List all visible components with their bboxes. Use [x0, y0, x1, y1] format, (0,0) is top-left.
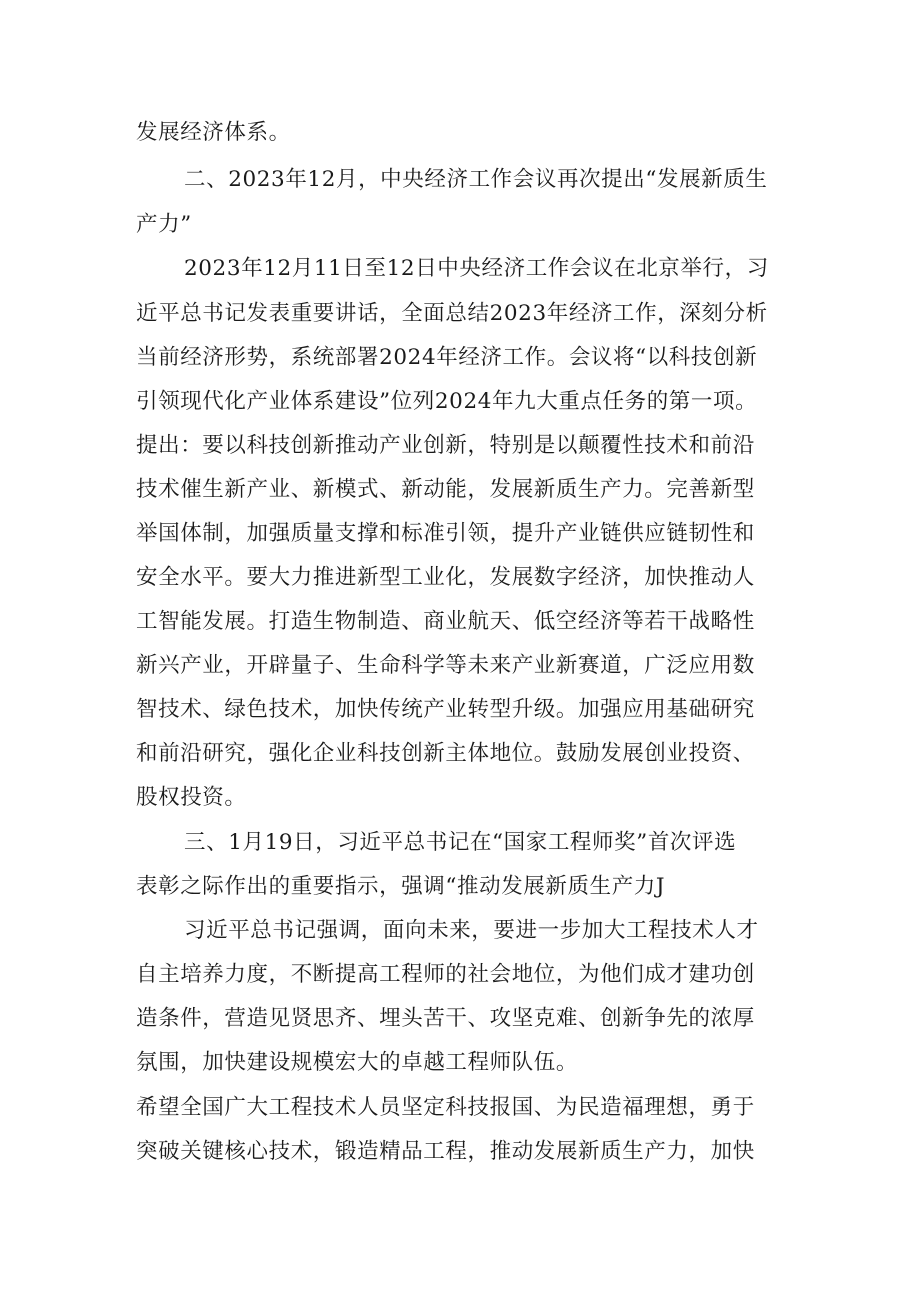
text-line: 习近平总书记强调，面向未来，要进一步加大工程技术人才: [184, 918, 759, 943]
section-heading-2: 二、2023年12月，中央经济工作会议再次提出“发展新质生: [184, 167, 768, 192]
text-line: 举国体制，加强质量支撑和标准引领，提升产业链供应链韧性和: [136, 521, 755, 546]
text-line: 希望全国广大工程技术人员坚定科技报国、为民造福理想，勇于: [136, 1095, 755, 1120]
text-line: 新兴产业，开辟量子、生命科学等未来产业新赛道，广泛应用数: [136, 653, 755, 678]
text-line: 工智能发展。打造生物制造、商业航天、低空经济等若干战略性: [136, 609, 755, 634]
section-heading-3-cont: 表彰之际作出的重要指示，强调“推动发展新质生产力J: [136, 874, 666, 899]
text-line: 技术催生新产业、新模式、新动能，发展新质生产力。完善新型: [136, 477, 755, 502]
section-heading-2-cont: 产力”: [136, 212, 192, 237]
text-line: 股权投资。: [136, 785, 247, 810]
text-line: 引领现代化产业体系建设”位列2024年九大重点任务的第一项。: [136, 389, 758, 414]
text-line: 智技术、绿色技术，加快传统产业转型升级。加强应用基础研究: [136, 697, 755, 722]
text-line: 近平总书记发表重要讲话，全面总结2023年经济工作，深刻分析: [136, 301, 768, 326]
text-line: 2023年12月11日至12日中央经济工作会议在北京举行，习: [184, 256, 769, 281]
text-line: 当前经济形势，系统部署2024年经济工作。会议将“以科技创新: [136, 345, 758, 370]
text-line: 突破关键核心技术，锻造精品工程，推动发展新质生产力，加快: [136, 1139, 755, 1164]
text-line: 和前沿研究，强化企业科技创新主体地位。鼓励发展创业投资、: [136, 741, 755, 766]
text-line: 自主培养力度，不断提高工程师的社会地位，为他们成才建功创: [136, 962, 755, 987]
text-line: 造条件，营造见贤思齐、埋头苦干、攻坚克难、创新争先的浓厚: [136, 1006, 755, 1031]
text-line: 氛围，加快建设规模宏大的卓越工程师队伍。: [136, 1050, 579, 1075]
text-line: 提出：要以科技创新推动产业创新，特别是以颠覆性技术和前沿: [136, 433, 755, 458]
text-line: 发展经济体系。: [136, 120, 291, 145]
section-heading-3: 三、1月19日，习近平总书记在“国家工程师奖”首次评选: [184, 830, 737, 855]
text-line: 安全水平。要大力推进新型工业化，发展数字经济，加快推动人: [136, 565, 755, 590]
